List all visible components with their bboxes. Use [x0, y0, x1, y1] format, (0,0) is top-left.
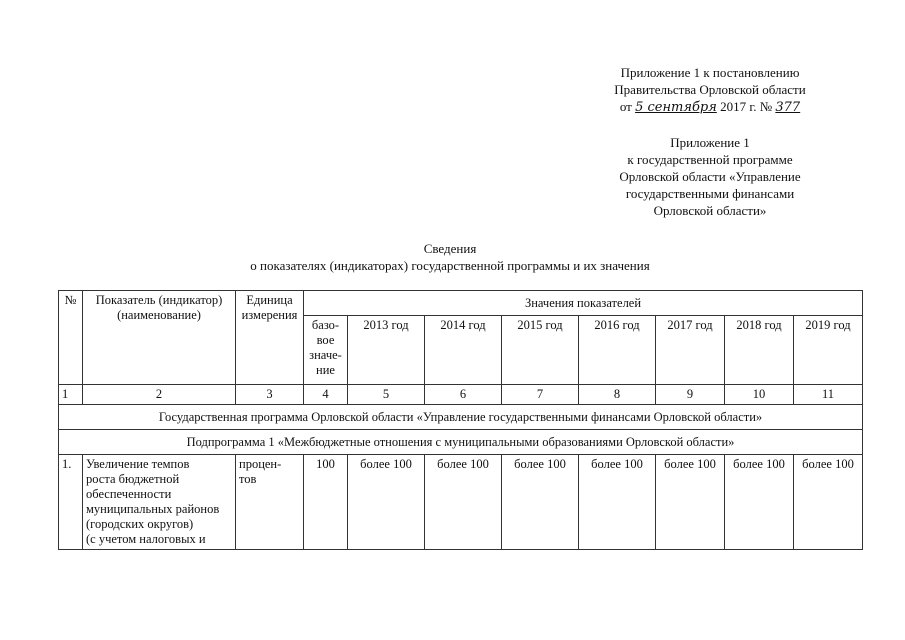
- row-value: более 100: [502, 455, 579, 550]
- column-number: 6: [425, 385, 502, 405]
- handwritten-date: 5 сентября: [635, 100, 717, 115]
- column-number: 11: [794, 385, 863, 405]
- column-number: 7: [502, 385, 579, 405]
- appendix-resolution-line1: Приложение 1 к постановлению: [620, 65, 800, 80]
- date-prefix: от: [619, 99, 632, 114]
- column-number: 8: [579, 385, 656, 405]
- document-title: [150, 240, 750, 274]
- row-value: более 100: [725, 455, 794, 550]
- header-year: 2013 год: [348, 316, 425, 385]
- column-number: 1: [59, 385, 83, 405]
- header-values: Значения показателей: [304, 291, 863, 316]
- header-num: №: [59, 291, 83, 385]
- title-line1: Сведения: [423, 241, 477, 256]
- header-year: 2017 год: [656, 316, 725, 385]
- appendix-program: [585, 134, 835, 219]
- title-line2: о показателях (индикаторах) государственной программы и их значения: [250, 258, 650, 273]
- row-value: более 100: [348, 455, 425, 550]
- row-base: 100: [304, 455, 348, 550]
- appendix-program-line3: Орловской области «Управление: [619, 169, 801, 184]
- header-year: 2019 год: [794, 316, 863, 385]
- indicators-table: [58, 290, 863, 550]
- header-year: 2018 год: [725, 316, 794, 385]
- header-year: 2015 год: [502, 316, 579, 385]
- column-number: 3: [236, 385, 304, 405]
- row-value: более 100: [579, 455, 656, 550]
- row-value: более 100: [656, 455, 725, 550]
- row-unit: процен- тов: [236, 455, 304, 550]
- header-indicator: Показатель (индикатор) (наименование): [83, 291, 236, 385]
- appendix-date-line: [585, 98, 835, 116]
- appendix-program-line4: государственными финансами: [625, 186, 795, 201]
- row-value: более 100: [425, 455, 502, 550]
- appendix-program-line1: Приложение 1: [670, 135, 750, 150]
- column-number: 4: [304, 385, 348, 405]
- table-row: [59, 455, 863, 550]
- header-unit: Единица измерения: [236, 291, 304, 385]
- row-indicator: Увеличение темпов роста бюджетной обеспеченности муниципальных районов (городских округов) (с учетом налоговых и: [83, 455, 236, 550]
- header-row-1: [59, 291, 863, 316]
- program-title: Государственная программа Орловской области «Управление государственными финансами Орловской области»: [59, 405, 863, 430]
- header-base: базо- вое значе- ние: [304, 316, 348, 385]
- column-number: 9: [656, 385, 725, 405]
- appendix-program-line2: к государственной программе: [627, 152, 793, 167]
- row-value: более 100: [794, 455, 863, 550]
- column-number: 5: [348, 385, 425, 405]
- column-number: 2: [83, 385, 236, 405]
- subprogram-row: [59, 430, 863, 455]
- column-number: 10: [725, 385, 794, 405]
- appendix-resolution-line2: Правительства Орловской области: [614, 82, 806, 97]
- handwritten-number: 377: [775, 100, 801, 115]
- appendix-program-line5: Орловской области»: [653, 203, 767, 218]
- header-year: 2016 год: [579, 316, 656, 385]
- subprogram-title: Подпрограмма 1 «Межбюджетные отношения с муниципальными образованиями Орловской области»: [59, 430, 863, 455]
- program-row: [59, 405, 863, 430]
- column-numbers-row: [59, 385, 863, 405]
- row-num: 1.: [59, 455, 83, 550]
- appendix-resolution: [585, 64, 835, 116]
- year-text: 2017 г. №: [720, 99, 773, 114]
- header-year: 2014 год: [425, 316, 502, 385]
